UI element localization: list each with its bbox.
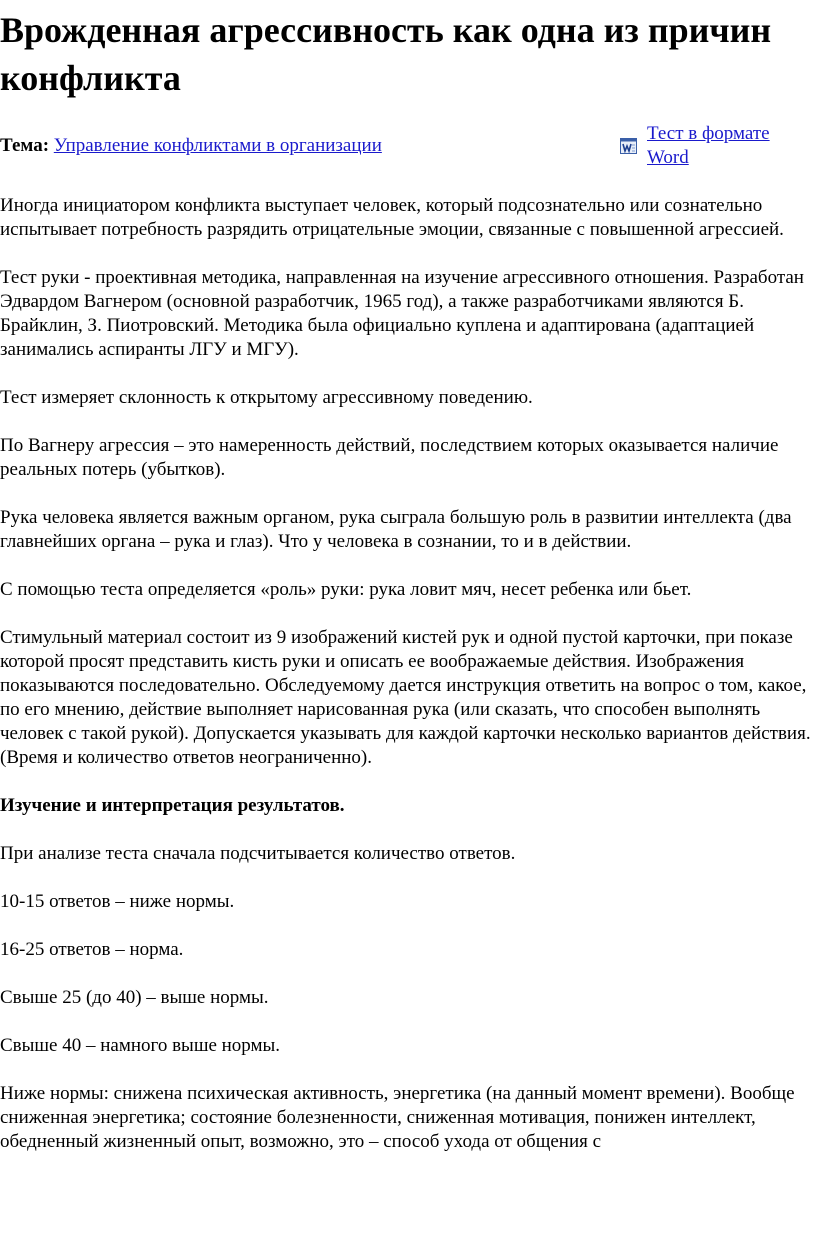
paragraph: Рука человека является важным органом, рука сыграла большую роль в развитии интеллекта (два главнейших органа – рука и глаз). Что у человека в сознании, то и в действии.: [0, 507, 792, 552]
paragraph: Ниже нормы: снижена психическая активность, энергетика (на данный момент времени). Вообще сниженная энергетика; состояние болезненности, сниженная мотивация, понижен интеллект, обедненный жизненный опыт, возможно, это – способ ухода от общения с: [0, 1083, 795, 1152]
topic-link[interactable]: Управление конфликтами в организации: [53, 135, 382, 156]
paragraph: 10-15 ответов – ниже нормы.: [0, 891, 235, 912]
paragraph: Иногда инициатором конфликта выступает человек, который подсознательно или сознательно испытывает потребность разрядить отрицательные эмоции, связанные с повышенной агрессией.: [0, 195, 784, 240]
topic-line: [0, 134, 382, 158]
paragraph: Стимульный материал состоит из 9 изображений кистей рук и одной пустой карточки, при показе которой просят представить кисть руки и описать ее воображаемые действия. Изображения показываются последовательно. Обследуемому дается инструкция ответить на вопрос о том, какое, по его мнению, действие выполняет нарисованная рука (или сказать, что способен выполнять человек с такой рукой). Допускается указывать для каждой карточки несколько вариантов действия. (Время и количество ответов неограниченно).: [0, 627, 811, 768]
paragraph: Тест измеряет склонность к открытому агрессивному поведению.: [0, 387, 533, 408]
paragraph: Тест руки - проективная методика, направленная на изучение агрессивного отношения. Разработан Эдвардом Вагнером (основной разработчик, 1965 год), а также разработчиками являются Б. Брайклин, З. Пиотровский. Методика была официально куплена и адаптирована (адаптацией занимались аспиранты ЛГУ и МГУ).: [0, 267, 804, 360]
article-body: [0, 194, 816, 1178]
paragraph: С помощью теста определяется «роль» руки: рука ловит мяч, несет ребенка или бьет.: [0, 579, 692, 600]
page-title: Врожденная агрессивность как одна из причин конфликта: [0, 10, 772, 98]
topic-label: Тема:: [0, 135, 50, 156]
section-heading: Изучение и интерпретация результатов.: [0, 795, 345, 816]
paragraph: По Вагнеру агрессия – это намеренность действий, последствием которых оказывается наличие реальных потерь (убытков).: [0, 435, 779, 480]
ms-word-icon[interactable]: [620, 138, 637, 154]
paragraph: 16-25 ответов – норма.: [0, 939, 184, 960]
paragraph: Свыше 25 (до 40) – выше нормы.: [0, 987, 269, 1008]
paragraph: При анализе теста сначала подсчитывается количество ответов.: [0, 843, 516, 864]
paragraph: Свыше 40 – намного выше нормы.: [0, 1035, 281, 1056]
word-format-link[interactable]: Тест в формате Word: [647, 123, 770, 168]
